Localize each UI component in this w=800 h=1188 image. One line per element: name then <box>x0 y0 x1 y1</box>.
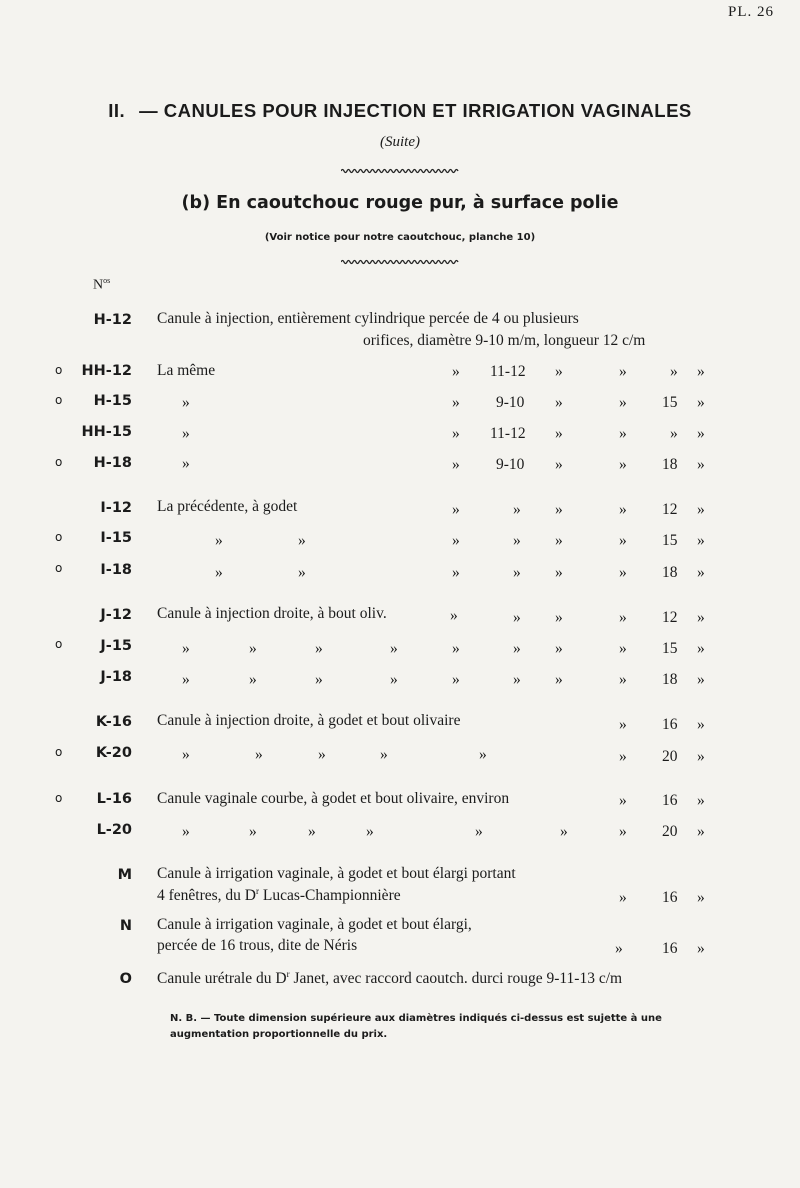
item-description: Canule à injection, entièrement cylindrique percée de 4 ou plusieurs <box>157 310 579 327</box>
item-code: J-18 <box>100 669 132 685</box>
ditto-mark: » <box>670 363 678 380</box>
item-code: K-20 <box>95 745 132 761</box>
item-description: Canule à irrigation vaginale, à godet et bout élargi, <box>157 916 472 933</box>
suite-label: (Suite) <box>380 134 420 150</box>
item-code: H-15 <box>93 393 132 409</box>
length-value: 18 <box>662 456 678 473</box>
section-number: II. <box>108 100 126 121</box>
item-description: La même <box>157 362 216 379</box>
ditto-mark: » <box>452 394 460 411</box>
length-value: 20 <box>662 748 678 765</box>
ditto-mark: » <box>555 640 563 657</box>
ditto-mark: » <box>298 564 306 581</box>
ditto-mark: » <box>182 746 190 763</box>
circle-mark: o <box>55 791 63 805</box>
ditto-mark: » <box>619 640 627 657</box>
length-value: 20 <box>662 823 678 840</box>
ditto-mark: » <box>452 456 460 473</box>
ditto-mark: » <box>619 609 627 626</box>
ditto-mark: » <box>215 564 223 581</box>
item-code: N <box>119 918 132 934</box>
item-code: O <box>119 971 132 987</box>
ditto-mark: » <box>452 640 460 657</box>
ditto-mark: » <box>619 823 627 840</box>
ditto-mark: » <box>380 746 388 763</box>
ditto-mark: » <box>619 748 627 765</box>
numbers-label: $N^{os}$ <box>93 276 111 293</box>
ditto-mark: » <box>308 823 316 840</box>
title-text: CANULES POUR INJECTION ET IRRIGATION VAGINALES <box>163 100 692 121</box>
item-code: H-18 <box>93 455 132 471</box>
ditto-mark: » <box>513 501 521 518</box>
ditto-mark: » <box>182 671 190 688</box>
item-code: I-18 <box>100 562 132 578</box>
ditto-mark: » <box>452 501 460 518</box>
ditto-mark: » <box>697 609 705 626</box>
ditto-mark: » <box>619 363 627 380</box>
ditto-mark: » <box>315 671 323 688</box>
ditto-mark: » <box>555 501 563 518</box>
item-code: M <box>117 867 132 883</box>
item-description: Canule urétrale du $D^r$ Janet, avec raccord caoutch. durci rouge 9-11-13 c/m <box>157 969 623 988</box>
circle-mark: o <box>55 561 63 575</box>
ditto-mark: » <box>560 823 568 840</box>
page-title <box>0 100 800 122</box>
item-code: J-12 <box>100 607 132 623</box>
ditto-mark: » <box>452 363 460 380</box>
ditto-mark: » <box>670 425 678 442</box>
item-code: HH-15 <box>81 424 132 440</box>
ditto-mark: » <box>555 564 563 581</box>
ditto-mark: » <box>555 609 563 626</box>
ditto-mark: » <box>619 792 627 809</box>
ditto-mark: » <box>697 748 705 765</box>
ditto-mark: » <box>697 889 705 906</box>
decorative-divider <box>0 259 800 265</box>
notice-line: (Voir notice pour notre caoutchouc, planche 10) <box>264 232 536 243</box>
ditto-mark: » <box>182 640 190 657</box>
ditto-mark: » <box>452 532 460 549</box>
ditto-mark: » <box>513 564 521 581</box>
item-description: orifices, diamètre 9-10 m/m, longueur 12 c/m <box>363 332 646 349</box>
length-value: 15 <box>662 394 678 411</box>
item-code: K-16 <box>95 714 132 730</box>
ditto-mark: » <box>619 394 627 411</box>
ditto-mark: » <box>619 532 627 549</box>
ditto-mark: » <box>315 640 323 657</box>
circle-mark: o <box>55 363 63 377</box>
ditto-mark: » <box>249 671 257 688</box>
ditto-mark: » <box>619 501 627 518</box>
ditto-mark: » <box>452 564 460 581</box>
item-code: I-15 <box>100 530 132 546</box>
item-code: I-12 <box>100 500 132 516</box>
item-description: La précédente, à godet <box>157 498 298 515</box>
ditto-mark: » <box>697 501 705 518</box>
item-description: Canule vaginale courbe, à godet et bout olivaire, environ <box>157 790 510 807</box>
ditto-mark: » <box>619 456 627 473</box>
ditto-mark: » <box>450 607 458 624</box>
item-code: H-12 <box>93 312 132 328</box>
ditto-mark: » <box>697 425 705 442</box>
length-value: 12 <box>662 609 678 626</box>
ditto-mark: » <box>366 823 374 840</box>
ditto-mark: » <box>697 940 705 957</box>
ditto-mark: » <box>249 640 257 657</box>
ditto-mark: » <box>475 823 483 840</box>
ditto-mark: » <box>513 671 521 688</box>
item-description: Canule à injection droite, à godet et bout olivaire <box>157 712 461 729</box>
item-code: L-16 <box>96 791 132 807</box>
ditto-mark: » <box>697 671 705 688</box>
decorative-divider <box>0 168 800 174</box>
ditto-mark: » <box>615 940 623 957</box>
ditto-mark: » <box>182 425 190 442</box>
ditto-mark: » <box>555 363 563 380</box>
ditto-mark: » <box>555 456 563 473</box>
ditto-mark: » <box>513 609 521 626</box>
ditto-mark: » <box>697 716 705 733</box>
ditto-mark: » <box>513 640 521 657</box>
ditto-mark: » <box>697 363 705 380</box>
item-description: percée de 16 trous, dite de Néris <box>157 937 358 954</box>
length-value: 15 <box>662 532 678 549</box>
length-value: 18 <box>662 564 678 581</box>
ditto-mark: » <box>390 640 398 657</box>
length-value: 16 <box>662 889 678 906</box>
circle-mark: o <box>55 745 63 759</box>
ditto-mark: » <box>452 425 460 442</box>
ditto-mark: » <box>555 532 563 549</box>
diameter-value: 11-12 <box>490 363 526 380</box>
length-value: 16 <box>662 940 678 957</box>
length-value: 12 <box>662 501 678 518</box>
ditto-mark: » <box>182 455 190 472</box>
section-subtitle: (b) En caoutchouc rouge pur, à surface polie <box>181 193 619 213</box>
circle-mark: o <box>55 455 63 469</box>
item-description: 4 fenêtres, du $D^r$ Lucas-Championnière <box>157 886 401 905</box>
ditto-mark: » <box>555 671 563 688</box>
ditto-mark: » <box>298 532 306 549</box>
diameter-value: 9-10 <box>496 456 525 473</box>
ditto-mark: » <box>619 716 627 733</box>
circle-mark: o <box>55 637 63 651</box>
ditto-mark: » <box>513 532 521 549</box>
diameter-value: 11-12 <box>490 425 526 442</box>
footnote: N. B. — Toute dimension supérieure aux diamètres indiqués ci-dessus est sujette à une augmentation proportionnelle du prix. <box>170 1013 662 1040</box>
ditto-mark: » <box>697 792 705 809</box>
title-dash: — <box>139 100 159 121</box>
ditto-mark: » <box>619 425 627 442</box>
ditto-mark: » <box>555 425 563 442</box>
ditto-mark: » <box>555 394 563 411</box>
ditto-mark: » <box>249 823 257 840</box>
ditto-mark: » <box>479 746 487 763</box>
ditto-mark: » <box>182 394 190 411</box>
plate-number: PL. 26 <box>727 4 774 20</box>
ditto-mark: » <box>452 671 460 688</box>
ditto-mark: » <box>697 564 705 581</box>
length-value: 18 <box>662 671 678 688</box>
ditto-mark: » <box>215 532 223 549</box>
item-code: J-15 <box>100 638 132 654</box>
ditto-mark: » <box>390 671 398 688</box>
ditto-mark: » <box>255 746 263 763</box>
circle-mark: o <box>55 530 63 544</box>
ditto-mark: » <box>697 532 705 549</box>
item-code: L-20 <box>96 822 132 838</box>
diameter-value: 9-10 <box>496 394 525 411</box>
item-description: Canule à injection droite, à bout oliv. <box>157 605 387 622</box>
item-code: HH-12 <box>81 363 132 379</box>
length-value: 16 <box>662 792 678 809</box>
ditto-mark: » <box>697 456 705 473</box>
circle-mark: o <box>55 393 63 407</box>
item-description: Canule à irrigation vaginale, à godet et bout élargi portant <box>157 865 516 882</box>
ditto-mark: » <box>182 823 190 840</box>
ditto-mark: » <box>619 564 627 581</box>
ditto-mark: » <box>619 889 627 906</box>
ditto-mark: » <box>697 640 705 657</box>
ditto-mark: » <box>697 394 705 411</box>
length-value: 16 <box>662 716 678 733</box>
ditto-mark: » <box>697 823 705 840</box>
ditto-mark: » <box>318 746 326 763</box>
length-value: 15 <box>662 640 678 657</box>
ditto-mark: » <box>619 671 627 688</box>
